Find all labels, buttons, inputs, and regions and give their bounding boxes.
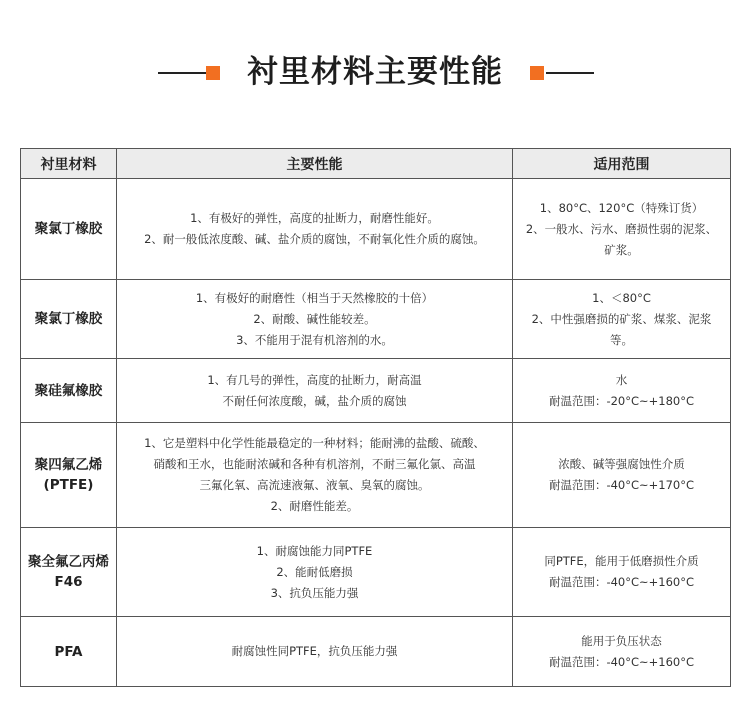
table-row [21,359,731,423]
material-cell [21,528,117,617]
property-line: 不耐任何浓度酸，碱，盐介质的腐蚀 [222,393,407,408]
scope-cell [513,617,731,687]
title-line-left [158,72,206,74]
property-line: 三氟化氧、高流速液氟、液氧、臭氧的腐蚀。 [199,478,430,492]
properties-cell [117,617,513,687]
title-block [0,44,750,100]
scope-cell [513,528,731,617]
page-title: 衬里材料主要性能 [247,54,503,90]
material-name: 聚全氟乙丙烯 [28,554,109,570]
scope-cell [513,179,731,280]
scope-line: 等。 [610,332,633,347]
property-line: 3、抗负压能力强 [270,585,359,600]
header-scope: 适用范围 [513,149,731,179]
properties-cell [117,280,513,359]
property-line: 1、它是塑料中化学性能最稳定的一种材料；能耐沸的盐酸、硫酸、 [144,436,485,450]
property-line: 1、耐腐蚀能力同PTFE [256,543,373,558]
scope-line: 矿浆。 [604,242,639,257]
material-name: (PTFE) [43,477,94,493]
table-row [21,280,731,359]
material-name: 聚氯丁橡胶 [34,221,103,237]
material-name: 聚四氟乙烯 [34,457,103,473]
property-line: 硝酸和王水，也能耐浓碱和各种有机溶剂，不耐三氟化氯、高温 [153,457,476,471]
title-square-right [530,66,544,80]
table-header-row [21,149,731,179]
property-line: 2、耐酸、碱性能较差。 [253,311,376,326]
scope-cell [513,423,731,528]
material-cell [21,179,117,280]
title-square-left [206,66,220,80]
property-line: 1、有极好的弹性，高度的扯断力，耐磨性能好。 [190,211,439,225]
material-name: 聚氯丁橡胶 [34,311,103,327]
scope-cell [513,359,731,423]
property-line: 2、耐一般低浓度酸、碱、盐介质的腐蚀，不耐氧化性介质的腐蚀。 [144,232,485,246]
scope-line: 1、＜80°C [592,290,651,305]
scope-line: 2、中性强磨损的矿浆、煤浆、泥浆 [531,311,712,326]
scope-line: 水 [615,372,628,387]
header-properties: 主要性能 [117,149,513,179]
properties-cell [117,359,513,423]
property-line: 1、有极好的耐磨性（相当于天然橡胶的十倍） [195,290,434,305]
material-cell [21,423,117,528]
material-cell [21,359,117,423]
scope-line: 耐温范围：-20°C~+180°C [548,393,695,408]
property-line: 耐腐蚀性同PTFE，抗负压能力强 [231,644,398,658]
properties-cell [117,528,513,617]
scope-line: 浓酸、碱等强腐蚀性介质 [558,457,685,471]
table-row [21,617,731,687]
table-row [21,179,731,280]
scope-line: 2、一般水、污水、磨损性弱的泥浆、 [525,221,718,236]
scope-line: 能用于负压状态 [581,633,662,648]
material-name: 聚硅氟橡胶 [34,382,103,399]
scope-line: 耐温范围：-40°C~+170°C [548,478,695,492]
scope-cell [513,280,731,359]
property-line: 3、不能用于混有机溶剂的水。 [236,332,393,347]
lining-material-table [20,148,731,687]
material-cell [21,617,117,687]
scope-line: 耐温范围：-40°C~+160°C [548,575,695,589]
property-line: 1、有几号的弹性，高度的扯断力，耐高温 [207,372,422,387]
header-material: 衬里材料 [21,149,117,179]
material-name: F46 [54,574,83,590]
title-line-right [546,72,594,74]
table-row [21,423,731,528]
properties-cell [117,179,513,280]
property-line: 2、耐磨性能差。 [270,499,359,513]
scope-line: 耐温范围：-40°C~+160°C [548,654,695,669]
material-name: PFA [54,643,83,660]
scope-line: 同PTFE，能用于低磨损性介质 [544,554,699,568]
table-row [21,528,731,617]
material-cell [21,280,117,359]
scope-line: 1、80°C、120°C（特殊订货） [539,200,704,215]
property-line: 2、能耐低磨损 [276,564,353,579]
properties-cell [117,423,513,528]
